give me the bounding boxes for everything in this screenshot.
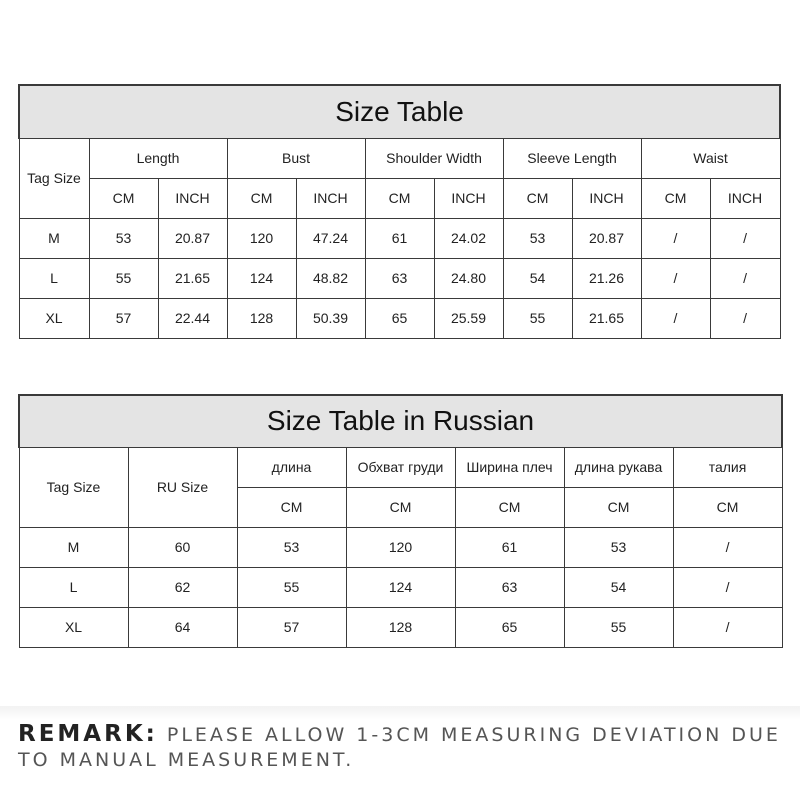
size-cell: L (19, 567, 128, 607)
unit-header: CM (237, 487, 346, 527)
unit-header: INCH (158, 178, 227, 218)
value-cell: 65 (365, 298, 434, 338)
ru-size-cell: 64 (128, 607, 237, 647)
value-cell: 61 (365, 218, 434, 258)
size-table-russian-title: Size Table in Russian (19, 395, 782, 447)
unit-header: CM (346, 487, 455, 527)
value-cell: 50.39 (296, 298, 365, 338)
value-cell: / (710, 218, 780, 258)
table-row (19, 607, 782, 647)
value-cell: 55 (564, 607, 673, 647)
size-cell: XL (19, 607, 128, 647)
value-cell: 124 (346, 567, 455, 607)
value-cell: 20.87 (158, 218, 227, 258)
group-header-sleeve-ru: длина рукава (564, 447, 673, 487)
value-cell: / (673, 607, 782, 647)
value-cell: / (710, 298, 780, 338)
value-cell: 54 (503, 258, 572, 298)
ru-size-cell: 60 (128, 527, 237, 567)
value-cell: 65 (455, 607, 564, 647)
value-cell: 124 (227, 258, 296, 298)
unit-header: CM (641, 178, 710, 218)
size-table (18, 84, 781, 339)
unit-header: CM (673, 487, 782, 527)
value-cell: 24.02 (434, 218, 503, 258)
remark-note (18, 722, 788, 773)
unit-header: CM (89, 178, 158, 218)
size-cell: M (19, 527, 128, 567)
size-table-title: Size Table (19, 85, 780, 138)
value-cell: / (673, 567, 782, 607)
table-row (19, 527, 782, 567)
group-header-length: Length (89, 138, 227, 178)
value-cell: 120 (227, 218, 296, 258)
value-cell: 120 (346, 527, 455, 567)
unit-header: CM (564, 487, 673, 527)
value-cell: 47.24 (296, 218, 365, 258)
value-cell: 128 (346, 607, 455, 647)
group-header-shoulder-ru: Ширина плеч (455, 447, 564, 487)
table-row (19, 298, 780, 338)
value-cell: 53 (237, 527, 346, 567)
ru-size-header: RU Size (128, 447, 237, 527)
size-cell: XL (19, 298, 89, 338)
size-table-russian (18, 394, 783, 648)
group-header-waist: Waist (641, 138, 780, 178)
value-cell: 25.59 (434, 298, 503, 338)
tag-size-header: Tag Size (19, 447, 128, 527)
value-cell: 21.65 (572, 298, 641, 338)
group-header-bust-ru: Обхват груди (346, 447, 455, 487)
remark-text: PLEASE ALLOW 1-3CM MEASURING DEVIATION DUE TO MANUAL MEASUREMENT. (18, 724, 781, 771)
value-cell: / (673, 527, 782, 567)
group-header-waist-ru: талия (673, 447, 782, 487)
ru-size-cell: 62 (128, 567, 237, 607)
unit-header: INCH (434, 178, 503, 218)
unit-header: CM (503, 178, 572, 218)
value-cell: 53 (564, 527, 673, 567)
tag-size-header: Tag Size (19, 138, 89, 218)
value-cell: / (641, 298, 710, 338)
unit-header: CM (227, 178, 296, 218)
value-cell: 21.65 (158, 258, 227, 298)
value-cell: 57 (89, 298, 158, 338)
value-cell: / (641, 218, 710, 258)
table-row (19, 258, 780, 298)
size-cell: L (19, 258, 89, 298)
value-cell: 24.80 (434, 258, 503, 298)
table-row (19, 567, 782, 607)
group-header-bust: Bust (227, 138, 365, 178)
unit-header: CM (455, 487, 564, 527)
value-cell: 57 (237, 607, 346, 647)
value-cell: 53 (89, 218, 158, 258)
value-cell: 63 (365, 258, 434, 298)
value-cell: 48.82 (296, 258, 365, 298)
table-row (19, 218, 780, 258)
group-header-length-ru: длина (237, 447, 346, 487)
value-cell: 128 (227, 298, 296, 338)
unit-header: INCH (710, 178, 780, 218)
size-cell: M (19, 218, 89, 258)
value-cell: / (710, 258, 780, 298)
value-cell: 54 (564, 567, 673, 607)
value-cell: / (641, 258, 710, 298)
value-cell: 55 (503, 298, 572, 338)
value-cell: 22.44 (158, 298, 227, 338)
remark-lead: REMARK: (18, 721, 158, 747)
unit-header: CM (365, 178, 434, 218)
value-cell: 55 (89, 258, 158, 298)
value-cell: 63 (455, 567, 564, 607)
value-cell: 55 (237, 567, 346, 607)
group-header-sleeve-length: Sleeve Length (503, 138, 641, 178)
unit-header: INCH (296, 178, 365, 218)
unit-header: INCH (572, 178, 641, 218)
value-cell: 61 (455, 527, 564, 567)
group-header-shoulder-width: Shoulder Width (365, 138, 503, 178)
value-cell: 20.87 (572, 218, 641, 258)
value-cell: 53 (503, 218, 572, 258)
value-cell: 21.26 (572, 258, 641, 298)
